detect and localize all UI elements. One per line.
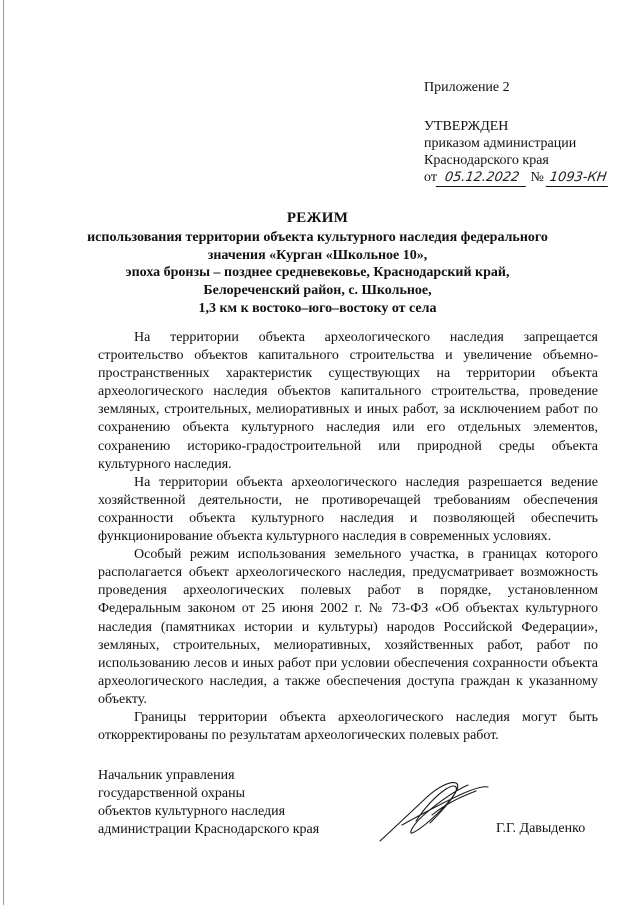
order-number: 1093-КН bbox=[546, 169, 611, 187]
document-body bbox=[98, 329, 598, 745]
title-line: значения «Курган «Школьное 10», bbox=[207, 247, 428, 263]
paragraph: Границы территории объекта археологического наследия могут быть откорректированы по результатам археологических полевых работ. bbox=[98, 709, 598, 744]
approval-block bbox=[424, 118, 609, 187]
number-label: № bbox=[530, 170, 544, 185]
from-label: от bbox=[424, 170, 437, 185]
paragraph: На территории объекта археологического наследия разрешается ведение хозяйственной деятельности, не противоречащей требованиям обеспечения сохранности объекта культурного наследия и позволяющей обеспечить функционирование объекта культурного наследия в современных условиях. bbox=[98, 474, 598, 545]
document-title bbox=[60, 210, 575, 318]
page-edge bbox=[3, 0, 4, 905]
approved-heading: УТВЕРЖДЕН bbox=[424, 119, 509, 134]
approval-line-1: приказом администрации bbox=[424, 136, 577, 151]
order-date: 05.12.2022 bbox=[436, 169, 529, 187]
appendix-label: Приложение 2 bbox=[424, 80, 510, 95]
title-line: 1,3 км к востоко–юго–востоку от села bbox=[198, 300, 437, 316]
approval-line-2: Краснодарского края bbox=[424, 153, 549, 168]
title-main: РЕЖИМ bbox=[286, 210, 349, 226]
position-line: объектов культурного наследия bbox=[98, 804, 286, 819]
title-line: Белореченский район, с. Школьное, bbox=[203, 283, 432, 299]
position-line: государственной охраны bbox=[98, 786, 246, 801]
title-line: использования территории объекта культурного наследия федерального bbox=[87, 229, 548, 245]
handwritten-signature bbox=[372, 775, 492, 845]
title-line: эпоха бронзы – позднее средневековье, Краснодарский край, bbox=[125, 265, 510, 281]
paragraph: На территории объекта археологического наследия запрещается строительство объектов капитального строительства и увеличение объемно-пространственных характеристик существующих на территории объекта археологического наследия объектов капитального строительства, проведение земляных, строительных, мелиоративных и иных работ, за исключением работ по сохранению объекта культурного наследия или его отдельных элементов, сохранению историко-градостроительной или природной среды объекта культурного наследия. bbox=[98, 330, 598, 472]
position-line: Начальник управления bbox=[98, 768, 235, 783]
paragraph: Особый режим использования земельного участка, в границах которого располагается объект археологического наследия, предусматривает возможность проведения археологических полевых работ в порядке, установленном Федеральным законом от 25 июня 2002 г. № 73-ФЗ «Об объектах культурного наследия (памятниках истории и культуры) народов Российской Федерации», земляных, строительных, мелиоративных, хозяйственных работ, работ по использованию лесов и иных работ при условии обеспечения сохранности объекта археологического наследия, а также обеспечения доступа граждан к указанному объекту. bbox=[98, 547, 598, 707]
position-line: администрации Краснодарского края bbox=[98, 822, 320, 837]
order-line bbox=[424, 169, 609, 187]
signer-name: Г.Г. Давыденко bbox=[496, 821, 586, 836]
signatory-position bbox=[98, 767, 319, 839]
